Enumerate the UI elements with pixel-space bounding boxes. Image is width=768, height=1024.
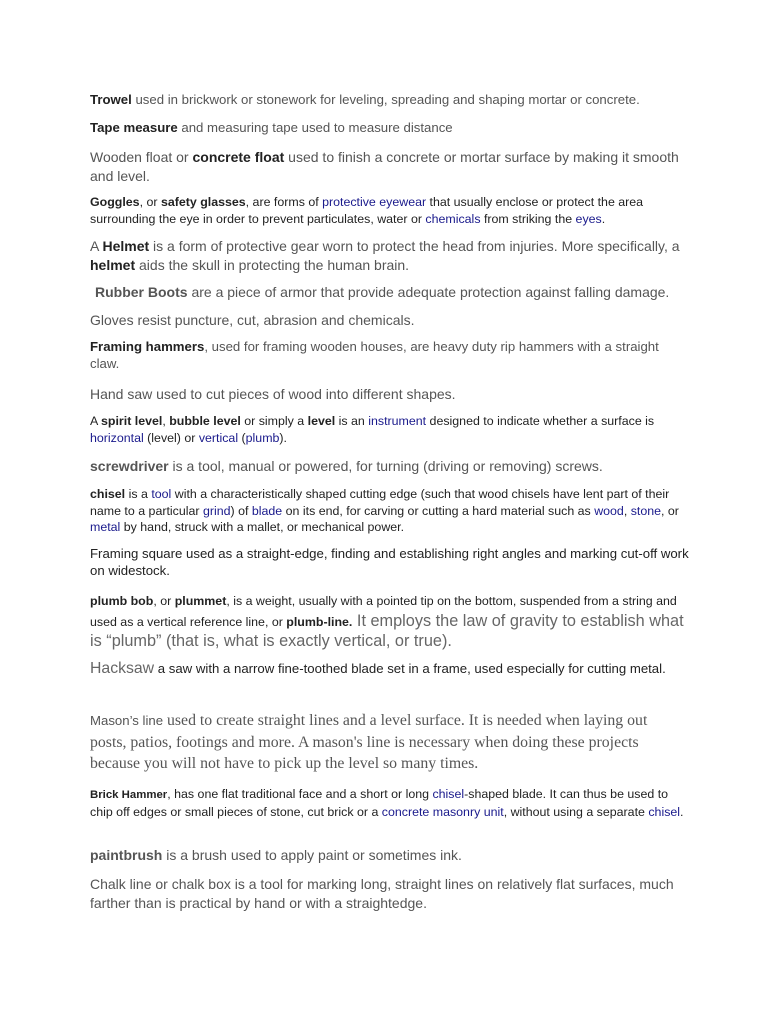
float-paragraph: Wooden float or concrete float used to finish a concrete or mortar surface by making it smooth and level. — [90, 149, 679, 184]
term-bubble-level: bubble level — [169, 414, 241, 428]
term-masons-line: Mason’s line — [90, 713, 164, 728]
framing-hammers-paragraph: Framing hammers, used for framing wooden houses, are heavy duty rip hammers with a straight claw. — [90, 339, 659, 371]
link-chisel-2[interactable]: chisel — [648, 804, 681, 819]
hacksaw-paragraph: Hacksaw a saw with a narrow fine-toothed blade set in a frame, used especially for cutting metal. — [90, 660, 666, 677]
term-chisel: chisel — [90, 487, 126, 501]
framing-square-paragraph: Framing square used as a straight-edge, finding and establishing right angles and marking cut-off work on widestock. — [90, 546, 689, 578]
term-trowel: Trowel — [90, 92, 132, 107]
link-vertical[interactable]: vertical — [198, 430, 239, 445]
term-plumb-line: plumb-line. — [286, 614, 353, 629]
link-grind[interactable]: grind — [202, 503, 231, 518]
term-rubber-boots: Rubber Boots — [95, 284, 188, 300]
term-framing-square: Framing square — [90, 546, 183, 561]
term-helmet: Helmet — [102, 238, 150, 254]
link-chemicals[interactable]: chemicals — [425, 211, 481, 226]
link-wood[interactable]: wood — [594, 503, 624, 518]
plumb-bob-paragraph: plumb bob, or plummet, is a weight, usually with a pointed tip on the bottom, suspended from a string and used as a vertical reference line, or plumb-line. It employs the law of gravity to establish what is “plumb” (that is, what is exactly vertical, or true). — [90, 594, 684, 650]
link-eyes[interactable]: eyes — [575, 211, 602, 226]
term-screwdriver: screwdriver — [90, 458, 169, 474]
term-spirit-level: spirit level — [101, 414, 163, 428]
rubber-boots-paragraph: Rubber Boots are a piece of armor that provide adequate protection against falling damage. — [95, 284, 670, 300]
chisel-paragraph: chisel is a tool with a characteristically shaped cutting edge (such that wood chisels have lent part of their name to a particular grind) of blade on its end, for carving or cutting a hard material such as wood, stone, or metal by hand, struck with a mallet, or mechanical power. — [90, 487, 679, 534]
link-protective-eyewear[interactable]: protective eyewear — [322, 195, 427, 209]
term-hacksaw: Hacksaw — [90, 660, 155, 677]
term-brick-hammer: Brick Hammer — [90, 789, 168, 801]
term-paintbrush: paintbrush — [90, 847, 163, 863]
term-plummet: plummet — [174, 594, 227, 608]
helmet-paragraph: A Helmet is a form of protective gear worn to protect the head from injuries. More specifically, a helmet aids the skull in protecting the human brain. — [90, 238, 680, 273]
goggles-paragraph: Goggles, or safety glasses, are forms of protective eyewear that usually enclose or protect the area surrounding the eye in order to prevent particulates, water or chemicals from striking the eyes. — [90, 195, 644, 226]
link-blade[interactable]: blade — [251, 503, 283, 518]
tape-measure-paragraph: Tape measure and measuring tape used to measure distance — [90, 120, 453, 135]
link-metal[interactable]: metal — [90, 520, 121, 534]
term-plumb-bob: plumb bob — [90, 594, 154, 608]
trowel-paragraph: Trowel used in brickwork or stonework for leveling, spreading and shaping mortar or concrete. — [90, 92, 640, 107]
hand-saw-paragraph: Hand saw used to cut pieces of wood into different shapes. — [90, 386, 456, 402]
link-concrete-masonry-unit[interactable]: concrete masonry unit — [381, 804, 504, 819]
brick-hammer-paragraph: Brick Hammer, has one flat traditional face and a short or long chisel-shaped blade. It can thus be used to chip off edges or small pieces of stone, cut brick or a concrete masonry unit, without using a separate chisel. — [90, 787, 684, 819]
link-horizontal[interactable]: horizontal — [90, 430, 144, 445]
paintbrush-paragraph: paintbrush is a brush used to apply paint or sometimes ink. — [90, 847, 462, 863]
masons-line-paragraph: Mason’s line used to create straight lines and a level surface. It is needed when laying out posts, patios, footings and more. A mason's line is necessary when doing these projects because you will not have to pick up the level so many times. — [90, 712, 648, 772]
term-level: level — [307, 414, 336, 428]
screwdriver-paragraph: screwdriver is a tool, manual or powered, for turning (driving or removing) screws. — [90, 458, 603, 474]
gloves-paragraph: Gloves resist puncture, cut, abrasion and chemicals. — [90, 312, 415, 328]
term-helmet-2: helmet — [90, 256, 136, 273]
term-tape-measure: Tape measure — [90, 120, 178, 135]
term-concrete-float: concrete float — [192, 149, 285, 165]
link-instrument[interactable]: instrument — [368, 414, 427, 428]
term-safety-glasses: safety glasses — [160, 195, 246, 209]
term-framing-hammers: Framing hammers — [90, 339, 205, 354]
term-chalk-line: Chalk line — [90, 876, 152, 892]
link-chisel[interactable]: chisel — [432, 787, 465, 801]
chalk-line-paragraph: Chalk line or chalk box is a tool for marking long, straight lines on relatively flat surfaces, much farther than is practical by hand or with a straightedge. — [90, 876, 674, 911]
spirit-level-paragraph: A spirit level, bubble level or simply a level is an instrument designed to indicate whether a surface is horizontal (level) or vertical (plumb). — [90, 414, 655, 445]
link-tool[interactable]: tool — [151, 487, 172, 501]
term-goggles: Goggles — [90, 195, 140, 209]
link-plumb[interactable]: plumb — [245, 430, 280, 445]
link-stone[interactable]: stone — [630, 503, 662, 518]
